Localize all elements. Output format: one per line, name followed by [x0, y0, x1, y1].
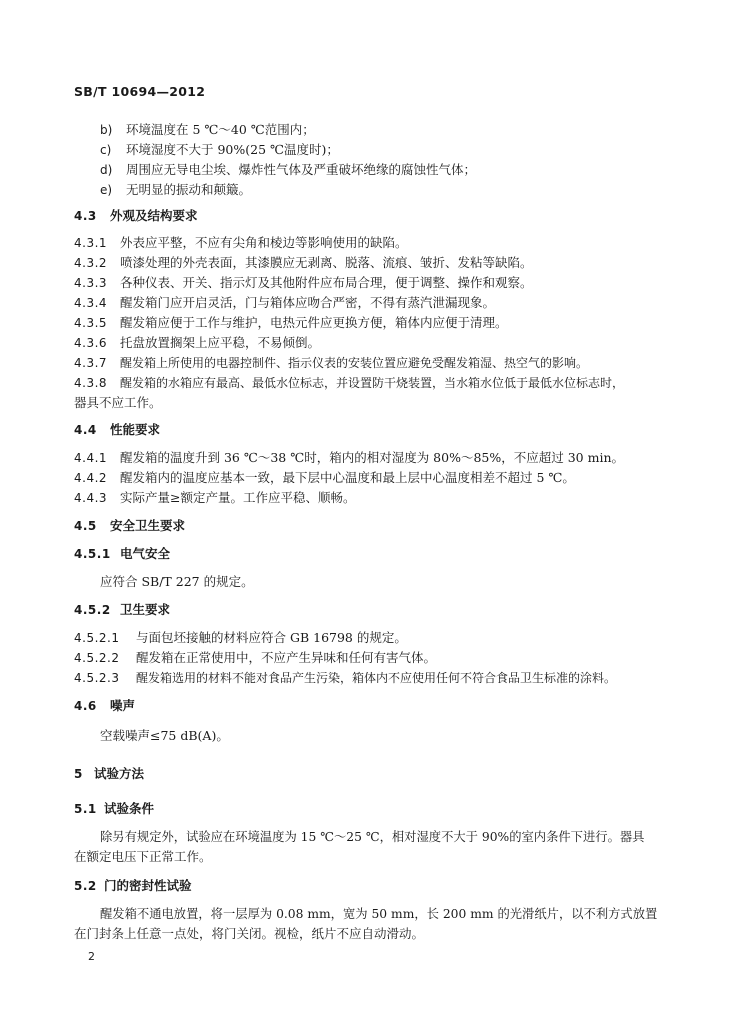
section-title: 试验条件 — [104, 801, 155, 816]
page-number: 2 — [88, 950, 95, 963]
subsection-title: 电气安全 — [120, 546, 171, 561]
clause-number: 4.3.1 — [74, 236, 108, 250]
clause-text: 醒发箱的水箱应有最高、最低水位标志，并设置防干烧装置，当水箱水位低于最低水位标志时， — [120, 376, 625, 390]
section-number: 5.2 — [74, 879, 97, 893]
section-title: 外观及结构要求 — [110, 208, 198, 223]
clause-text: 醒发箱的温度升到 36 ℃～38 ℃时，箱内的相对湿度为 80%～85%，不应超过 30 min。 — [120, 450, 624, 465]
paragraph-text: 醒发箱不通电放置，将一层厚为 0.08 mm，宽为 50 mm，长 200 mm 的光滑纸片，以不利方式放置 — [100, 907, 658, 921]
section-title: 安全卫生要求 — [110, 518, 186, 533]
clause-text: 醒发箱上所使用的电器控制件、指示仪表的安装位置应避免受醒发箱湿、热空气的影响。 — [120, 356, 589, 370]
clause-text: 喷漆处理的外壳表面，其漆膜应无剥离、脱落、流痕、皱折、发粘等缺陷。 — [120, 255, 533, 270]
subsection-number: 4.5.2 — [74, 603, 111, 617]
clause-text: 醒发箱应便于工作与维护，电热元件应更换方便，箱体内应便于清理。 — [120, 315, 508, 330]
item-label: c) — [100, 143, 112, 157]
paragraph-text: 在门封条上任意一点处，将门关闭。视检，纸片不应自动滑动。 — [74, 926, 425, 941]
chapter-number: 5 — [74, 767, 83, 781]
clause-text: 醒发箱在正常使用中，不应产生异味和任何有害气体。 — [136, 650, 437, 665]
clause-number: 4.3.7 — [74, 356, 108, 370]
subsection-number: 4.5.1 — [74, 547, 111, 561]
clause-number: 4.4.2 — [74, 471, 108, 485]
item-label: e) — [100, 183, 113, 197]
clause-text: 醒发箱选用的材料不能对食品产生污染，箱体内不应使用任何不符合食品卫生标准的涂料。 — [136, 671, 617, 685]
item-text: 环境湿度不大于 90%(25 ℃温度时)； — [126, 142, 339, 157]
paragraph-text: 在额定电压下正常工作。 — [74, 849, 212, 864]
clause-number: 4.3.5 — [74, 316, 108, 330]
item-label: b) — [100, 123, 113, 137]
clause-text: 托盘放置搁架上应平稳，不易倾倒。 — [120, 335, 321, 350]
paragraph-text: 应符合 SB/T 227 的规定。 — [100, 574, 254, 589]
clause-number: 4.5.2.2 — [74, 651, 120, 665]
clause-number: 4.4.3 — [74, 491, 108, 505]
item-text: 周围应无导电尘埃、爆炸性气体及严重破坏绝缘的腐蚀性气体； — [126, 162, 477, 177]
section-title: 门的密封性试验 — [104, 878, 192, 893]
clause-number: 4.3.6 — [74, 336, 108, 350]
clause-number: 4.5.2.3 — [74, 671, 120, 685]
clause-text: 醒发箱门应开启灵活，门与箱体应吻合严密，不得有蒸汽泄漏现象。 — [120, 295, 496, 310]
item-label: d) — [100, 163, 113, 177]
item-text: 无明显的振动和颠簸。 — [126, 182, 252, 197]
clause-text: 器具不应工作。 — [74, 395, 162, 410]
clause-number: 4.3.3 — [74, 276, 108, 290]
item-text: 环境温度在 5 ℃～40 ℃范围内； — [126, 122, 315, 137]
clause-number: 4.5.2.1 — [74, 631, 120, 645]
section-title: 性能要求 — [110, 422, 161, 437]
chapter-title: 试验方法 — [94, 766, 145, 781]
clause-number: 4.3.2 — [74, 256, 108, 270]
clause-text: 与面包坯接触的材料应符合 GB 16798 的规定。 — [136, 630, 407, 645]
section-number: 4.6 — [74, 699, 97, 713]
clause-text: 各种仪表、开关、指示灯及其他附件应布局合理，便于调整、操作和观察。 — [120, 275, 533, 290]
clause-number: 4.3.8 — [74, 376, 108, 390]
section-number: 4.3 — [74, 209, 97, 223]
paragraph-text: 除另有规定外，试验应在环境温度为 15 ℃～25 ℃，相对湿度不大于 90%的室内条件下进行。器具 — [100, 830, 645, 844]
section-number: 4.5 — [74, 519, 97, 533]
clause-number: 4.3.4 — [74, 296, 108, 310]
section-number: 5.1 — [74, 802, 97, 816]
section-title: 噪声 — [110, 698, 136, 713]
clause-text: 外表应平整，不应有尖角和棱边等影响使用的缺陷。 — [120, 235, 408, 250]
clause-text: 实际产量≥额定产量。工作应平稳、顺畅。 — [120, 490, 356, 505]
clause-number: 4.4.1 — [74, 451, 108, 465]
clause-text: 醒发箱内的温度应基本一致，最下层中心温度和最上层中心温度相差不超过 5 ℃。 — [120, 470, 575, 485]
paragraph-text: 空载噪声≤75 dB(A)。 — [100, 728, 229, 743]
standard-header: SB/T 10694—2012 — [74, 84, 206, 99]
section-number: 4.4 — [74, 423, 97, 437]
subsection-title: 卫生要求 — [120, 602, 171, 617]
